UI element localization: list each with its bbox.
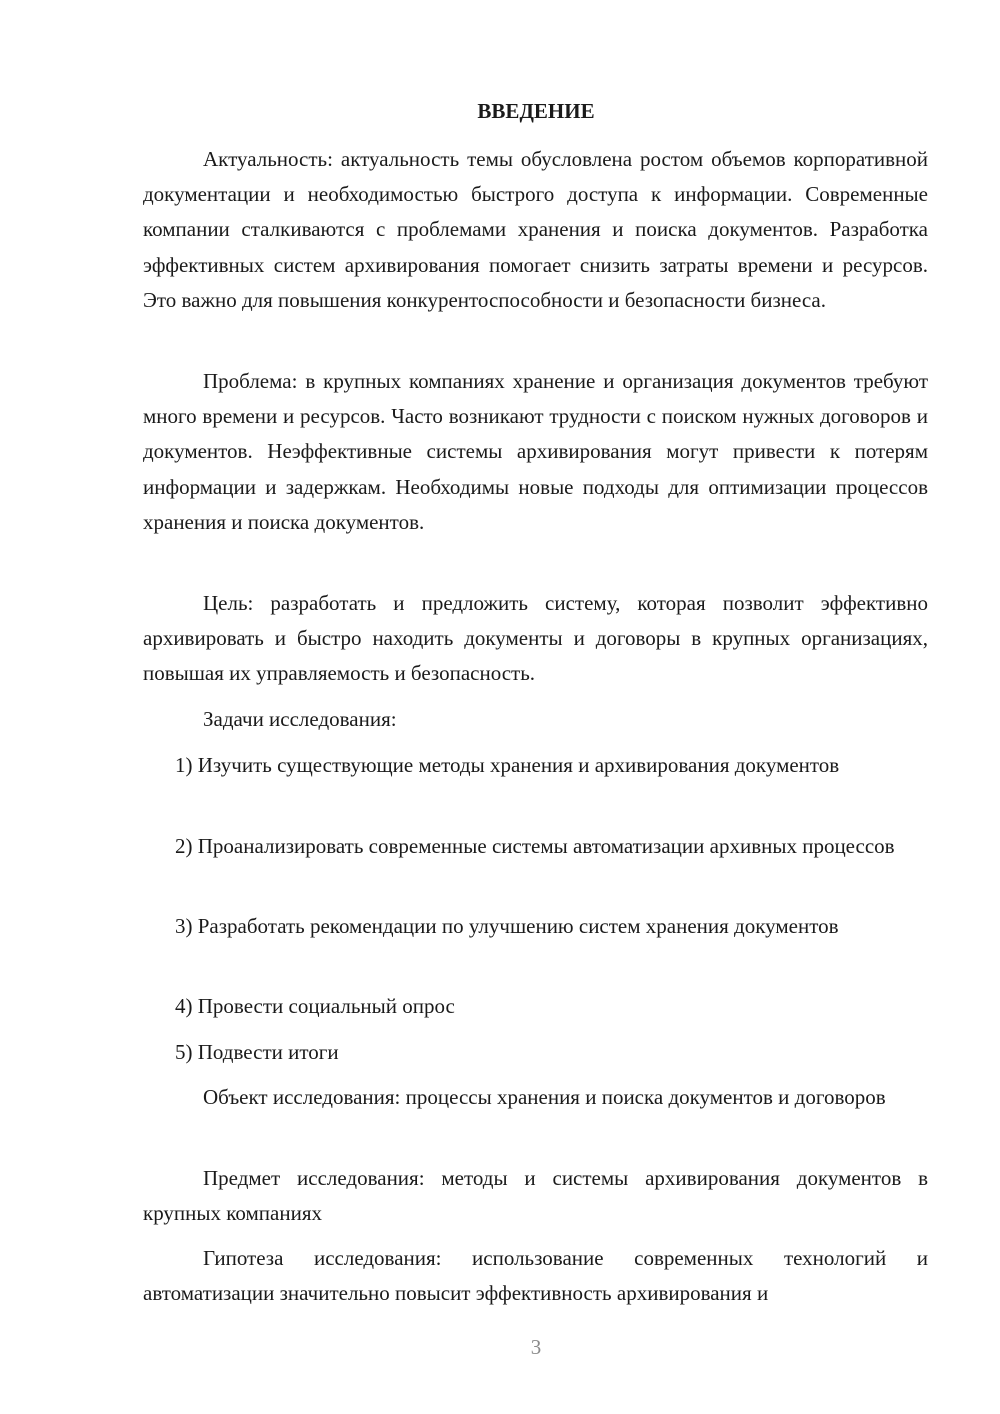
task-item-2: 2) Проанализировать современные системы автоматизации архивных процессов <box>175 834 895 858</box>
tasks-title: Задачи исследования: <box>203 707 397 731</box>
task-item-3: 3) Разработать рекомендации по улучшению систем хранения документов <box>175 914 839 938</box>
paragraph-object: Объект исследования: процессы хранения и поиска документов и договоров <box>203 1085 886 1109</box>
paragraph-subject: Предмет исследования: методы и системы архивирования документов в крупных компаниях <box>143 1166 928 1226</box>
section-heading: ВВЕДЕНИЕ <box>477 99 595 123</box>
paragraph-relevance: Актуальность: актуальность темы обусловлена ростом объемов корпоративной документации и необходимостью быстрого доступа к информации. Современные компании сталкиваются с проблемами хранения и поиска документов. Разработка эффективных систем архивирования помогает снизить затраты времени и ресурсов. Это важно для повышения конкурентоспособности и безопасности бизнеса. <box>143 147 928 312</box>
paragraph-goal: Цель: разработать и предложить систему, которая позволит эффективно архивировать и быстро находить документы и договоры в крупных организациях, повышая их управляемость и безопасность. <box>143 591 928 686</box>
paragraph-problem: Проблема: в крупных компаниях хранение и организация документов требуют много времени и ресурсов. Часто возникают трудности с поиском нужных договоров и документов. Неэффективные системы архивирования могут привести к потерям информации и задержкам. Необходимы новые подходы для оптимизации процессов хранения и поиска документов. <box>143 369 928 534</box>
page-number: 3 <box>530 1335 542 1359</box>
task-item-5: 5) Подвести итоги <box>175 1040 339 1064</box>
paragraph-hypothesis: Гипотеза исследования: использование современных технологий и автоматизации значительно повысит эффективность архивирования и <box>143 1246 928 1306</box>
task-item-4: 4) Провести социальный опрос <box>175 994 455 1018</box>
task-item-1: 1) Изучить существующие методы хранения и архивирования документов <box>175 753 840 777</box>
